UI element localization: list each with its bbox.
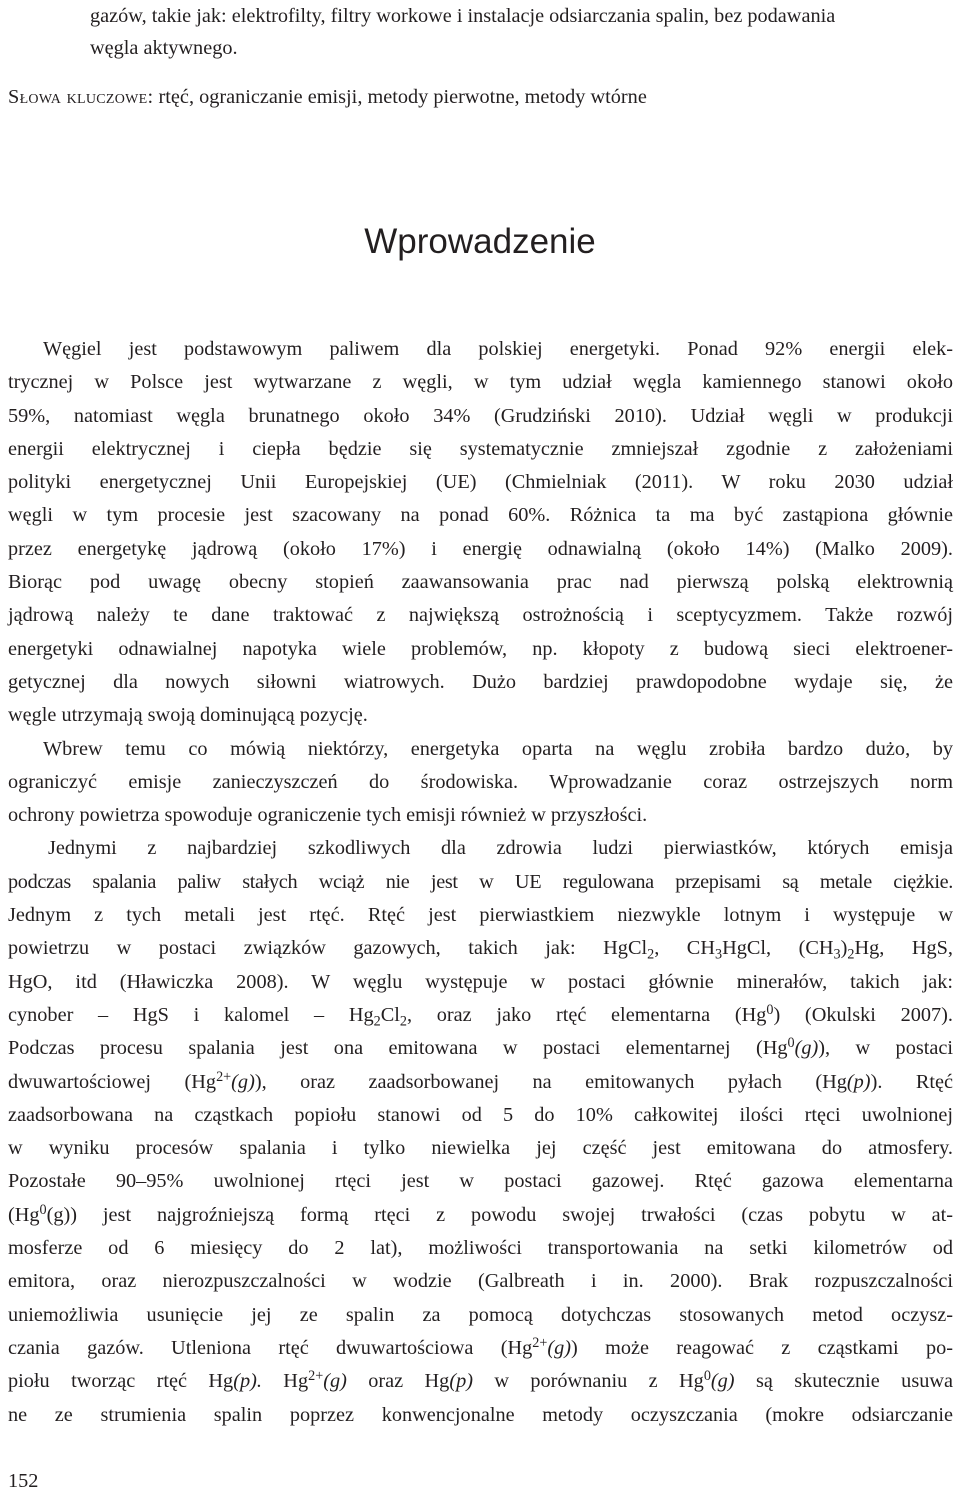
- text-line: ochrony powietrza spowoduje ograniczenie tych emisji również w przyszłości.: [8, 804, 648, 827]
- text-line: polityki energetycznej Unii Europejskiej (UE) (Chmielniak (2011). W roku 2030 udział: [8, 471, 953, 494]
- text-line: węgli w tym procesie jest szacowany na ponad 60%. Różnica ta ma być zastąpiona głównie: [8, 504, 953, 527]
- paragraph-2: [8, 733, 953, 833]
- text-line: Węgiel jest podstawowym paliwem dla polskiej energetyki. Ponad 92% energii elek-: [43, 338, 953, 360]
- text-line: węgla aktywnego.: [90, 37, 238, 59]
- body-text: [8, 333, 953, 1432]
- continued-text: [90, 0, 955, 64]
- text-line: uniemożliwia usunięcie jej ze spalin za pomocą dotychczas stosowanych metod oczysz-: [8, 1303, 953, 1326]
- text-line: przez energetykę jądrową (około 17%) i energię odnawialną (około 14%) (Malko 2009).: [8, 537, 953, 560]
- text-line: HgO, itd (Hławiczka 2008). W węglu występuje w postaci głównie minerałów, takich jak:: [8, 970, 953, 993]
- keywords-label: Słowa kluczowe:: [8, 86, 154, 108]
- text-line: gazów, takie jak: elektrofilty, filtry workowe i instalacje odsiarczania spalin, bez podawania: [90, 5, 836, 27]
- text-line: węgle utrzymają swoją dominującą pozycję.: [8, 704, 368, 727]
- text-line: Wbrew temu co mówią niektórzy, energetyka oparta na węglu zrobiła bardzo dużo, by: [43, 737, 953, 760]
- text-line: getycznej dla nowych siłowni wiatrowych. Dużo bardziej prawdopodobne wydaje się, że: [8, 670, 953, 693]
- keywords: [8, 86, 953, 109]
- text-line: 59%, natomiast węgla brunatnego około 34% (Grudziński 2010). Udział węgli w produkcji: [8, 404, 953, 427]
- text-line: Podczas procesu spalania jest ona emitowana w postaci elementarnej (Hg$^0$(g)), w postaci: [8, 1035, 953, 1060]
- text-line: zaadsorbowana na cząstkach popiołu stanowi od 5 do 10% całkowitej ilości rtęci uwolnionej: [8, 1103, 953, 1126]
- text-line: Pozostałe 90–95% uwolnionej rtęci jest w postaci gazowej. Rtęć gazowa elementarna: [8, 1170, 953, 1193]
- section-heading: Wprowadzenie: [364, 222, 596, 261]
- text-line: ograniczyć emisje zanieczyszczeń do środowiska. Wprowadzanie coraz ostrzejszych norm: [8, 770, 953, 793]
- text-line: jądrową należy te dane traktować z największą ostrożnością i sceptycyzmem. Także rozwój: [8, 604, 953, 627]
- text-line: cynober – HgS i kalomel – $Hg_2Cl_2$, oraz jako rtęć elementarna (Hg$^0$) (Okulski 2007).: [8, 1001, 954, 1030]
- paragraph-1: [8, 333, 953, 733]
- text-line: dwuwartościowej $(Hg^{2+}(g))$, oraz zaadsorbowanej na emitowanych pyłach (Hg(p)). Rtęć: [8, 1068, 954, 1093]
- text-line: energetyki odnawialnej napotyka wiele problemów, np. kłopoty z budową sieci elektroener-: [8, 637, 953, 660]
- text-line: energii elektrycznej i ciepła będzie się systematycznie zmniejszał zgodnie z założeniami: [8, 437, 953, 460]
- page-number: 152: [8, 1470, 39, 1492]
- text-line: w wyniku procesów spalania i tylko niewielka jej część jest emitowana do atmosfery.: [8, 1137, 953, 1160]
- text-line: Jednym z tych metali jest rtęć. Rtęć jest pierwiastkiem niezwykle lotnym i występuje w: [8, 904, 953, 927]
- text-line: podczas spalania paliw stałych wciąż nie jest w UE regulowana przepisami są metale ciężkie.: [8, 870, 953, 893]
- text-line: piołu tworząc rtęć Hg(p). $Hg^{2+}(g)$ oraz Hg(p) w porównaniu z Hg$^0$(g) są skutecznie usuwa: [8, 1368, 954, 1393]
- text-line: czania gazów. Utleniona rtęć dwuwartościowa $(Hg^{2+}(g))$ może reagować z cząstkami po-: [8, 1334, 953, 1359]
- keywords-text: rtęć, ograniczanie emisji, metody pierwotne, metody wtórne: [158, 86, 647, 108]
- text-line: emitora, oraz nierozpuszczalności w wodzie (Galbreath i in. 2000). Brak rozpuszczalności: [8, 1270, 953, 1293]
- text-line: mosferze od 6 miesięcy do 2 lat), możliwości transportowania na setki kilometrów od: [8, 1237, 953, 1260]
- text-line: ne ze strumienia spalin poprzez konwencjonalne metody oczyszczania (mokre odsiarczanie: [8, 1403, 953, 1426]
- text-line: trycznej w Polsce jest wytwarzane z węgli, w tym udział węgla kamiennego stanowi około: [8, 371, 953, 394]
- text-line: Jednymi z najbardziej szkodliwych dla zdrowia ludzi pierwiastków, których emisja: [48, 837, 953, 860]
- text-line: (Hg$^0$(g)) jest najgroźniejszą formą rtęci z powodu swojej trwałości (czas pobytu w at-: [8, 1201, 953, 1226]
- text-line: powietrzu w postaci związków gazowych, takich jak: HgCl$_2$, $CH_3HgCl$, $(CH_3)_2Hg$, HgS,: [8, 937, 953, 963]
- text-line: Biorąc pod uwagę obecny stopień zaawansowania prac nad pierwszą polską elektrownią: [8, 571, 953, 594]
- paragraph-3: [8, 832, 953, 1431]
